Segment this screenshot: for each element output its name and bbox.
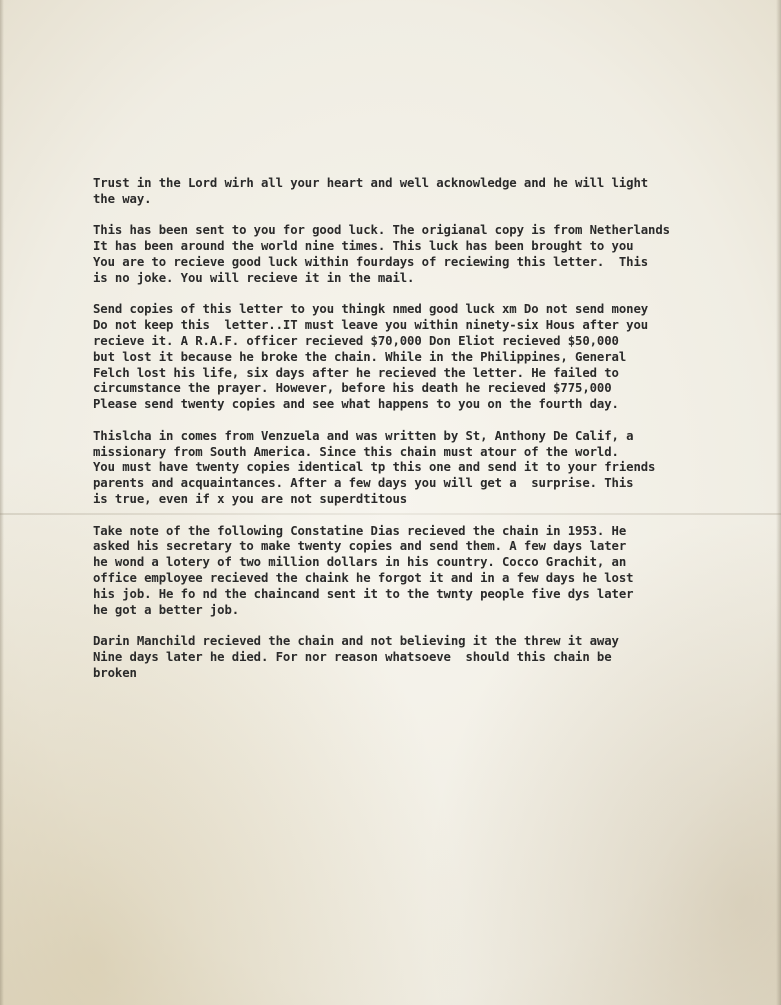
text-line: This has been sent to you for good luck. The origianal copy is from Netherlands	[93, 223, 670, 238]
letter-body	[93, 176, 753, 697]
text-line: is true, even if x you are not superdtitous	[93, 491, 408, 506]
text-line: his job. He fo nd the chaincand sent it to the twnty people five dys later	[93, 586, 634, 601]
paper-right-edge	[776, 0, 781, 1005]
text-line: but lost it because he broke the chain. While in the Philippines, General	[93, 349, 627, 364]
paragraph-send-copies	[93, 302, 753, 413]
text-line: Thislcha in comes from Venzuela and was written by St, Anthony De Calif, a	[93, 428, 634, 443]
paragraph-examples	[93, 524, 753, 619]
text-line: Felch lost his life, six days after he recieved the letter. He failed to	[93, 365, 619, 380]
text-line: Please send twenty copies and see what happens to you on the fourth day.	[93, 397, 619, 412]
text-line: is no joke. You will recieve it in the mail.	[93, 270, 415, 285]
text-line: he wond a lotery of two million dollars in his country. Cocco Grachit, an	[93, 555, 627, 570]
text-line: office employee recieved the chaink he forgot it and in a few days he lost	[93, 570, 634, 585]
text-line: It has been around the world nine times. This luck has been brought to you	[93, 239, 634, 254]
text-line: Do not keep this letter..IT must leave you within ninety-six Hous after you	[93, 318, 649, 333]
text-line: he got a better job.	[93, 602, 240, 617]
text-line: Nine days later he died. For nor reason whatsoeve should this chain be	[93, 649, 612, 664]
text-line: missionary from South America. Since this chain must atour of the world.	[93, 444, 619, 459]
text-line: Trust in the Lord wirh all your heart and well acknowledge and he will light	[93, 176, 649, 190]
text-line: broken	[93, 665, 137, 680]
paragraph-chain-origin	[93, 429, 753, 508]
text-line: You are to recieve good luck within fourdays of reciewing this letter. This	[93, 254, 649, 269]
text-line: parents and acquaintances. After a few days you will get a surprise. This	[93, 476, 634, 491]
paper-left-edge	[0, 0, 4, 1005]
text-line: circumstance the prayer. However, before his death he recieved $775,000	[93, 381, 612, 396]
paragraph-good-luck	[93, 223, 753, 286]
text-line: Send copies of this letter to you thingk nmed good luck xm Do not send money	[93, 302, 649, 317]
text-line: recieve it. A R.A.F. officer recieved $70,000 Don Eliot recieved $50,000	[93, 333, 619, 348]
text-line: You must have twenty copies identical tp this one and send it to your friends	[93, 460, 656, 475]
paragraph-trust-in-lord	[93, 176, 753, 208]
text-line: Darin Manchild recieved the chain and not believing it the threw it away	[93, 634, 619, 649]
text-line: the way.	[93, 191, 152, 206]
text-line: asked his secretary to make twenty copies and send them. A few days later	[93, 539, 627, 554]
text-line: Take note of the following Constatine Dias recieved the chain in 1953. He	[93, 523, 627, 538]
paragraph-warning	[93, 634, 753, 681]
